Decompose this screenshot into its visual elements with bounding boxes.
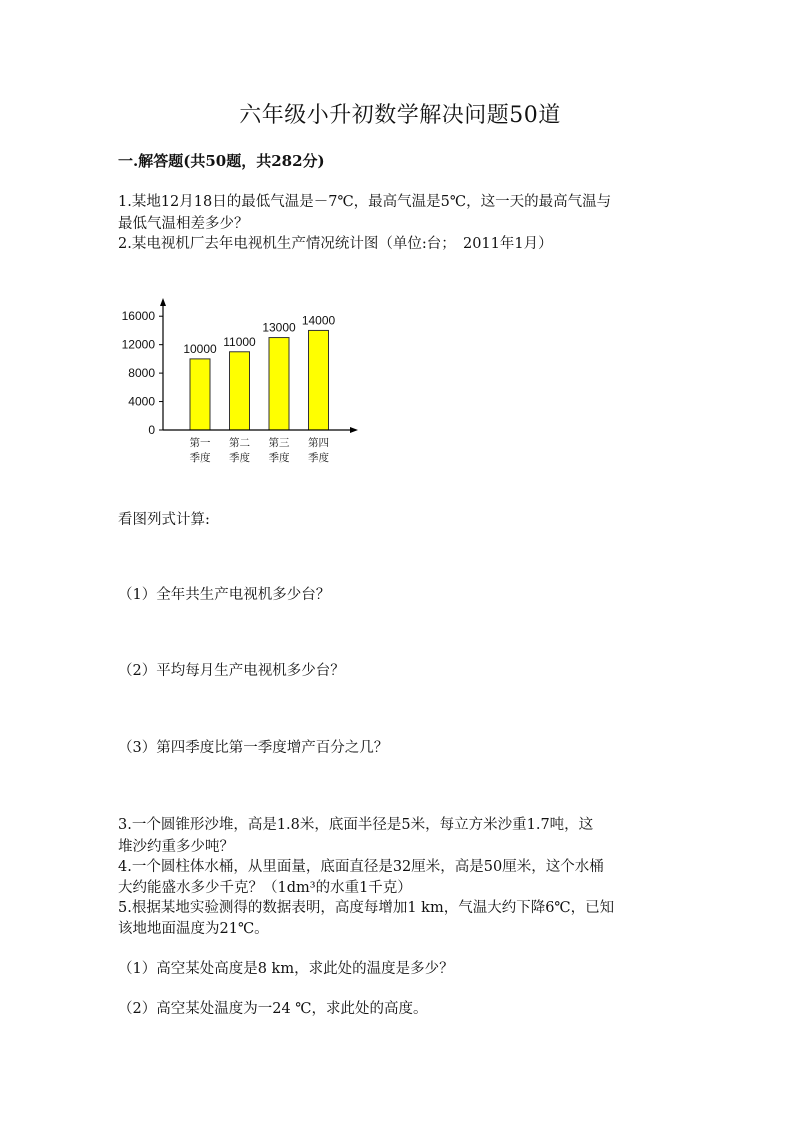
bar xyxy=(230,352,250,430)
question-2-sub-1: （1）全年共生产电视机多少台？ xyxy=(118,587,331,603)
question-4-line-1: 4.一个圆柱体水桶，从里面量，底面直径是32厘米，高是50厘米，这个水桶 xyxy=(118,859,604,875)
category-label: 第三 xyxy=(268,437,290,449)
page-title: 六年级小升初数学解决问题50道 xyxy=(239,103,561,128)
y-tick-label: 12000 xyxy=(121,337,155,352)
y-tick-label: 4000 xyxy=(128,394,155,409)
question-1-line-2: 最低气温相差多少？ xyxy=(118,216,249,232)
production-bar-chart xyxy=(108,298,368,473)
y-axis-arrow-icon xyxy=(160,298,166,306)
bar xyxy=(309,330,329,430)
question-5-sub-2: （2）高空某处温度为一24 ℃，求此处的高度。 xyxy=(118,1001,428,1017)
y-tick-label: 0 xyxy=(148,423,155,437)
question-2-intro: 2.某电视机厂去年电视机生产情况统计图（单位:台； 2011年1月） xyxy=(118,236,553,252)
category-label: 季度 xyxy=(189,452,211,464)
question-4-line-2: 大约能盛水多少千克？（1dm³的水重1千克） xyxy=(118,880,412,896)
x-axis-arrow-icon xyxy=(350,427,358,433)
bar xyxy=(269,338,289,430)
question-3-line-2: 堆沙约重多少吨？ xyxy=(118,839,234,855)
bar-value-label: 13000 xyxy=(262,320,296,335)
category-label: 季度 xyxy=(229,452,250,464)
question-5-sub-1: （1）高空某处高度是8 km，求此处的温度是多少？ xyxy=(118,961,454,977)
question-5-line-1: 5.根据某地实验测得的数据表明，高度每增加1 km，气温大约下降6℃，已知 xyxy=(118,900,615,916)
category-label: 季度 xyxy=(308,452,329,464)
section-heading: 一.解答题(共50题，共282分) xyxy=(118,152,325,170)
bar-value-label: 11000 xyxy=(223,334,256,349)
category-label: 第一 xyxy=(189,437,211,449)
question-1-line-1: 1.某地12月18日的最低气温是－7℃，最高气温是5℃，这一天的最高气温与 xyxy=(118,194,612,210)
question-2-instruction: 看图列式计算: xyxy=(118,512,210,528)
bar-value-label: 10000 xyxy=(183,341,217,356)
question-5-line-2: 该地地面温度为21℃。 xyxy=(118,921,269,937)
category-label: 第四 xyxy=(308,437,329,449)
y-tick-label: 8000 xyxy=(128,366,155,381)
question-2-sub-2: （2）平均每月生产电视机多少台？ xyxy=(118,663,345,679)
bar-value-label: 14000 xyxy=(301,313,336,328)
bar xyxy=(190,359,210,430)
question-3-line-1: 3.一个圆锥形沙堆，高是1.8米，底面半径是5米，每立方米沙重1.7吨，这 xyxy=(118,817,594,833)
question-2-sub-3: （3）第四季度比第一季度增产百分之几？ xyxy=(118,740,389,756)
category-label: 第二 xyxy=(229,437,250,449)
y-tick-label: 16000 xyxy=(121,309,155,324)
category-label: 季度 xyxy=(268,452,290,464)
